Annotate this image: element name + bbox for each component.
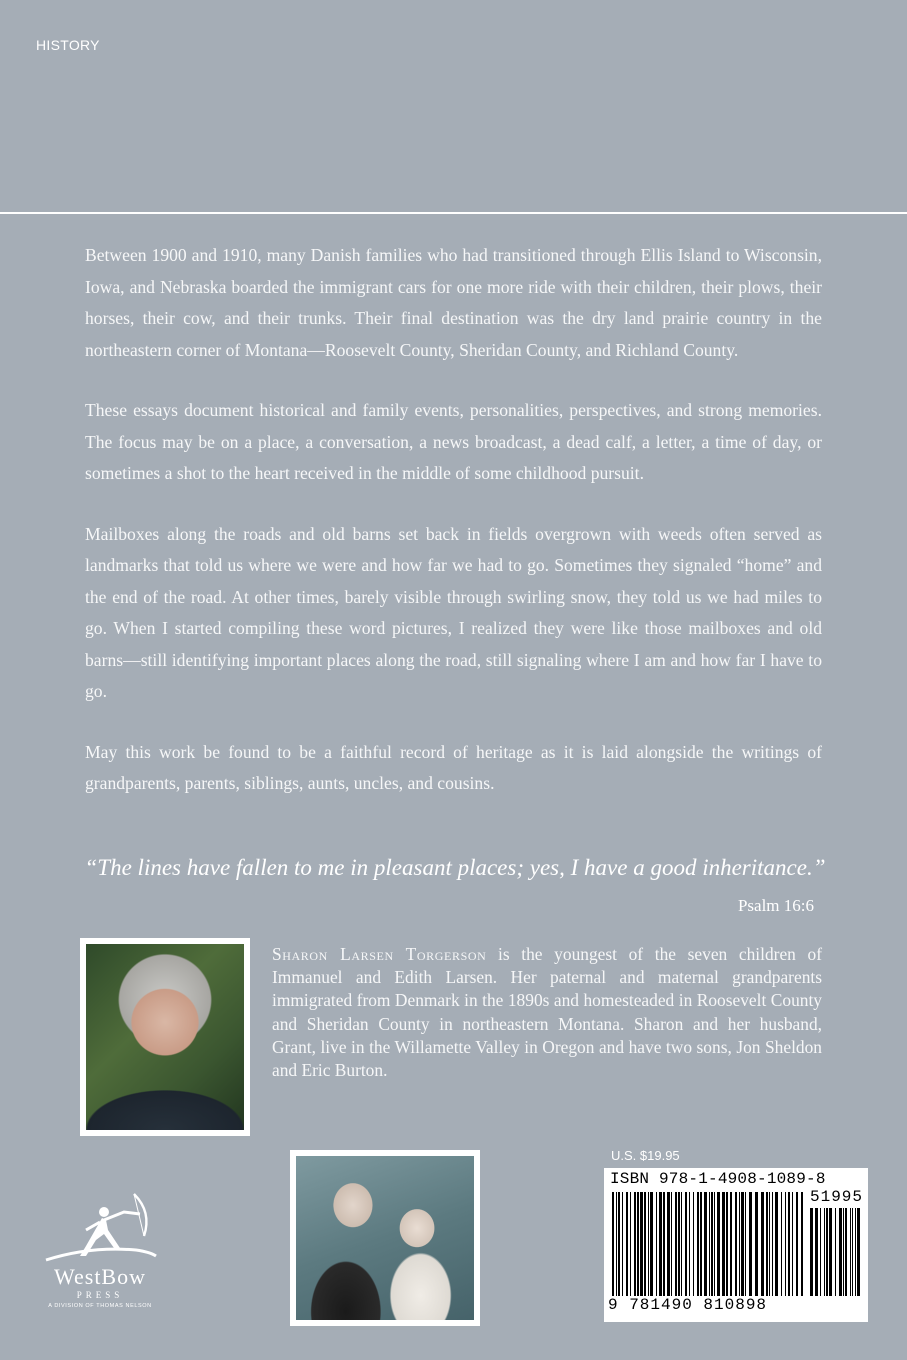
barcode-bar xyxy=(717,1192,720,1296)
wedding-photo xyxy=(290,1150,480,1326)
price-addon-text: 51995 xyxy=(810,1188,864,1206)
barcode-bar xyxy=(772,1192,773,1296)
barcode-bar xyxy=(855,1208,856,1296)
blurb-paragraph: These essays document historical and family events, personalities, perspectives, and strong memories. The focus may be on a place, a conversation, a news broadcast, a dead calf, a letter, a time of day, or sometimes a shot to the heart received in the middle of some childhood pursuit. xyxy=(85,400,822,483)
barcode-bar xyxy=(850,1208,851,1296)
barcode-bar xyxy=(634,1192,636,1296)
barcode-bar xyxy=(801,1192,803,1296)
price-label: U.S. $19.95 xyxy=(611,1148,680,1163)
scripture-quote: “The lines have fallen to me in pleasant places; yes, I have a good inheritance.” xyxy=(84,855,826,880)
barcode-bar xyxy=(681,1192,682,1296)
barcode-bar xyxy=(656,1192,657,1296)
barcode-bar xyxy=(775,1192,778,1296)
category-label: HISTORY xyxy=(36,37,100,53)
barcode-bar xyxy=(820,1208,821,1296)
barcode-bar xyxy=(722,1192,725,1296)
barcode-bar xyxy=(640,1192,643,1296)
back-cover-blurb xyxy=(85,240,822,800)
barcode-bar xyxy=(678,1192,680,1296)
barcode-bar xyxy=(618,1192,620,1296)
barcode-bar xyxy=(810,1208,813,1296)
blurb-paragraph: Mailboxes along the roads and old barns set back in fields overgrown with weeds often served as landmarks that told us where we were and how far we had to go. Sometimes they signaled “home” and the end of the road. At other times, barely visible through swirling snow, they told us we had miles to go. When I started compiling these word pictures, I realized they were like those mailboxes and old barns—still identifying important places along the road, still signaling where I am and how far I have to go. xyxy=(85,523,822,701)
barcode-bar xyxy=(693,1192,694,1296)
scripture-reference: Psalm 16:6 xyxy=(737,896,814,915)
barcode-bar xyxy=(685,1192,687,1296)
publisher-press: PRESS xyxy=(76,1290,124,1300)
barcode-bar xyxy=(852,1208,853,1296)
barcode-bar xyxy=(843,1208,844,1296)
wedding-photo-image xyxy=(296,1156,474,1320)
barcode-bar xyxy=(671,1192,672,1296)
isbn-text: ISBN 978-1-4908-1089-8 xyxy=(610,1170,826,1188)
barcode-bar xyxy=(829,1208,832,1296)
ean-barcode-bars xyxy=(612,1192,804,1296)
barcode-bar xyxy=(709,1192,710,1296)
barcode-bar xyxy=(749,1192,752,1296)
barcode-bar xyxy=(644,1192,646,1296)
publisher-logo xyxy=(30,1190,170,1330)
barcode xyxy=(604,1168,868,1322)
barcode-bar xyxy=(704,1192,707,1296)
barcode-bar xyxy=(663,1192,665,1296)
barcode-bar xyxy=(714,1192,715,1296)
barcode-bar xyxy=(612,1192,614,1296)
author-name: Sharon Larsen Torgerson xyxy=(272,944,487,964)
archer-icon xyxy=(40,1190,160,1266)
barcode-bar xyxy=(792,1192,793,1296)
ean-digits: 9 781490 810898 xyxy=(608,1296,768,1314)
barcode-bar xyxy=(626,1192,628,1296)
barcode-bar xyxy=(857,1208,860,1296)
barcode-bar xyxy=(630,1192,631,1296)
barcode-bar xyxy=(648,1192,649,1296)
barcode-bar xyxy=(785,1192,786,1296)
author-bio xyxy=(272,943,822,1082)
barcode-bar xyxy=(637,1192,639,1296)
barcode-bar xyxy=(826,1208,828,1296)
barcode-bar xyxy=(697,1192,699,1296)
barcode-bar xyxy=(700,1192,702,1296)
barcode-bar xyxy=(755,1192,758,1296)
barcode-bar xyxy=(769,1192,770,1296)
barcode-bar xyxy=(766,1192,768,1296)
author-bio-text: is the youngest of the seven children of Immanuel and Edith Larsen. Her paternal and maternal grandparents immigrated from Denmark in the 1890s and homesteaded in Roosevelt County and Sheridan County in northeastern Montana. Sharon and her husband, Grant, live in the Willamette Valley in Oregon and have two sons, Jon Sheldon and Eric Burton. xyxy=(272,944,822,1081)
barcode-bar xyxy=(726,1192,728,1296)
addon-barcode-bars xyxy=(810,1208,862,1296)
divider-line xyxy=(0,212,907,214)
barcode-bar xyxy=(781,1192,782,1296)
barcode-bar xyxy=(675,1192,677,1296)
author-photo xyxy=(80,938,250,1136)
barcode-bar xyxy=(659,1192,662,1296)
barcode-bar xyxy=(622,1192,623,1296)
barcode-bar xyxy=(761,1192,764,1296)
barcode-bar xyxy=(667,1192,670,1296)
barcode-bar xyxy=(845,1208,847,1296)
blurb-paragraph: Between 1900 and 1910, many Danish families who had transitioned through Ellis Island to Wisconsin, Iowa, and Nebraska boarded the immigrant cars for one more ride with their children, their plows, their horses, their cow, and their trunks. Their final destination was the dry land prairie country in the northeastern corner of Montana—Roosevelt County, Sheridan County, and Richland County. xyxy=(85,245,822,360)
author-photo-image xyxy=(86,944,244,1130)
barcode-bar xyxy=(815,1208,818,1296)
barcode-bar xyxy=(730,1192,732,1296)
barcode-bar xyxy=(689,1192,690,1296)
barcode-bar xyxy=(650,1192,653,1296)
barcode-bar xyxy=(739,1192,740,1296)
barcode-bar xyxy=(788,1192,790,1296)
publisher-division: A DIVISION OF THOMAS NELSON xyxy=(48,1303,152,1309)
barcode-bar xyxy=(824,1208,825,1296)
barcode-bar xyxy=(735,1192,737,1296)
barcode-bar xyxy=(796,1192,798,1296)
barcode-bar xyxy=(745,1192,746,1296)
barcode-bar xyxy=(839,1208,842,1296)
blurb-paragraph: May this work be found to be a faithful record of heritage as it is laid alongside the writings of grandparents, parents, siblings, aunts, uncles, and cousins. xyxy=(85,741,822,793)
barcode-bar xyxy=(711,1192,713,1296)
barcode-bar xyxy=(835,1208,836,1296)
publisher-brand: WestBow xyxy=(53,1264,146,1289)
barcode-bar xyxy=(616,1192,617,1296)
barcode-bar xyxy=(741,1192,744,1296)
